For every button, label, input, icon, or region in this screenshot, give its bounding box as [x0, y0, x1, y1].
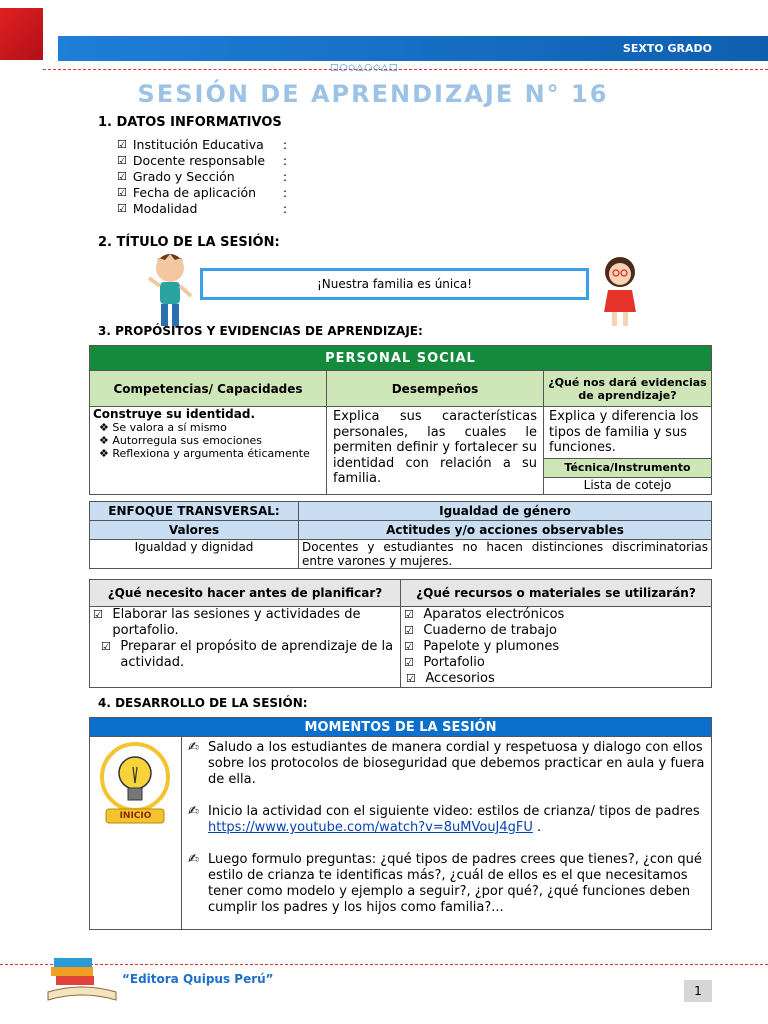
- info-list: [117, 137, 287, 217]
- info-row: ☑ Institución Educativa :: [117, 137, 288, 152]
- list-item: ☑ Portafolio: [404, 655, 485, 670]
- col-desempenos: Desempeños: [327, 371, 544, 407]
- section4-heading: 4. DESARROLLO DE LA SESIÓN:: [98, 696, 308, 710]
- desempeno-cell: Explica sus características personales, las cuales le permiten definir y fortalecer su identidad con relación a su familia.: [327, 407, 544, 495]
- momentos-table: [89, 717, 712, 930]
- checkbox-icon: ☑: [101, 640, 115, 653]
- inicio-label: INICIO: [119, 811, 152, 821]
- info-row: ☑ Grado y Sección :: [117, 169, 288, 184]
- checkbox-icon: ☑: [404, 640, 418, 653]
- checkbox-icon: ☑: [117, 170, 127, 183]
- competencias-cell: Construye su identidad. ❖ Se valora a sí mismo ❖ Autorregula sus emociones ❖ Reflexiona y argumenta éticamente: [90, 407, 327, 495]
- writing-hand-icon: ✍: [188, 740, 199, 755]
- col-competencias: Competencias/ Capacidades: [90, 371, 327, 407]
- checkbox-icon: ☑: [404, 608, 418, 621]
- boy-illustration: [145, 248, 195, 330]
- list-item: ✍ Inicio la actividad con el siguiente video: estilos de crianza/ tipos de padres https://www.youtube.com/watch?v=8uMVouJ4gFU .: [188, 804, 700, 835]
- red-corner-decoration: [0, 8, 43, 60]
- section3-heading: 3. PROPÓSITOS Y EVIDENCIAS DE APRENDIZAJE:: [98, 324, 423, 338]
- checkbox-icon: ☑: [117, 202, 127, 215]
- list-item: ☑ Aparatos electrónicos: [404, 607, 565, 622]
- page-title: SESIÓN DE APRENDIZAJE N° 16: [137, 80, 609, 108]
- section1-heading: 1. DATOS INFORMATIVOS: [98, 115, 282, 130]
- list-item: ☑ Cuaderno de trabajo: [404, 623, 557, 638]
- area-header: PERSONAL SOCIAL: [90, 346, 712, 371]
- actitud-cell: Docentes y estudiantes no hacen distinciones discriminatorias entre varones y mujeres.: [299, 540, 712, 569]
- decorative-shapes: □○◇△○◇△□: [330, 63, 399, 73]
- video-link[interactable]: https://www.youtube.com/watch?v=8uMVouJ4gFU: [208, 820, 533, 835]
- checkbox-icon: ☑: [117, 186, 127, 199]
- valor-cell: Igualdad y dignidad: [90, 540, 299, 569]
- planificar-table: [89, 579, 712, 688]
- page-number: 1: [684, 980, 712, 1002]
- section2-heading: 2. TÍTULO DE LA SESIÓN:: [98, 235, 280, 250]
- list-item: ✍ Saludo a los estudiantes de manera cordial y respetuosa y dialogo con ellos sobre los protocolos de bioseguridad que debemos practicar en aula y fuera de ella.: [188, 740, 705, 787]
- tasks-cell: [90, 607, 401, 688]
- list-item: ❖ Reflexiona y argumenta éticamente: [99, 447, 310, 460]
- writing-hand-icon: ✍: [188, 804, 199, 819]
- tecnica-value: Lista de cotejo: [544, 477, 712, 494]
- list-item: ✍ Luego formulo preguntas: ¿qué tipos de padres crees que tienes?, ¿con qué estilo de crianza te identificas más?, ¿cuál de ellos es el que necesitamos tener como modelo y ejemplo a seguir?, ¿por qué?, ¿qué funciones deben cumplir los padres y los hijos como familia?...: [188, 852, 702, 915]
- capacidades-list: [93, 421, 323, 460]
- checkbox-icon: ☑: [404, 624, 418, 637]
- tecnica-label: Técnica/Instrumento: [544, 458, 712, 477]
- proposito-table: [89, 345, 712, 495]
- checkbox-icon: ☑: [406, 672, 420, 685]
- enfoque-label: ENFOQUE TRANSVERSAL:: [90, 502, 299, 521]
- list-item: ❖ Se valora a sí mismo: [99, 421, 227, 434]
- list-item: ☑ Preparar el propósito de aprendizaje de la actividad.: [101, 639, 394, 670]
- actitudes-header: Actitudes y/o acciones observables: [299, 521, 712, 540]
- enfoque-table: [89, 501, 712, 569]
- info-row: ☑ Docente responsable :: [117, 153, 288, 168]
- inicio-content: [182, 737, 712, 930]
- list-item: ☑ Papelote y plumones: [404, 639, 560, 654]
- books-icon: [46, 952, 118, 1004]
- enfoque-value: Igualdad de género: [299, 502, 712, 521]
- checkbox-icon: ☑: [117, 154, 127, 167]
- writing-hand-icon: ✍: [188, 852, 199, 867]
- info-row: ☑ Modalidad :: [117, 201, 288, 216]
- list-item: ❖ Autorregula sus emociones: [99, 434, 262, 447]
- planificar-question: ¿Qué necesito hacer antes de planificar?: [90, 580, 401, 607]
- info-row: ☑ Fecha de aplicación :: [117, 185, 288, 200]
- col-evidencias: ¿Qué nos dará evidencias de aprendizaje?: [544, 371, 712, 407]
- girl-illustration: [596, 252, 644, 330]
- resources-cell: [401, 607, 712, 688]
- list-item: ☑ Accesorios: [406, 671, 495, 686]
- recursos-question: ¿Qué recursos o materiales se utilizarán?: [401, 580, 712, 607]
- checkbox-icon: ☑: [93, 608, 107, 621]
- valores-header: Valores: [90, 521, 299, 540]
- session-title-box: ¡Nuestra familia es única!: [200, 268, 589, 300]
- evidencia-cell: Explica y diferencia los tipos de familia y sus funciones.: [544, 407, 712, 459]
- inicio-cell: [90, 737, 182, 930]
- top-dashed-divider: [43, 69, 768, 70]
- checkbox-icon: ☑: [404, 656, 418, 669]
- list-item: ☑ Elaborar las sesiones y actividades de portafolio.: [93, 607, 361, 638]
- checkbox-icon: ☑: [117, 138, 127, 151]
- bullet-icon: ❖: [99, 447, 113, 460]
- grade-label: SEXTO GRADO: [622, 42, 712, 55]
- momentos-header: MOMENTOS DE LA SESIÓN: [90, 718, 712, 737]
- bullet-icon: ❖: [99, 421, 113, 434]
- editor-label: “Editora Quipus Perú”: [122, 972, 274, 986]
- bullet-icon: ❖: [99, 434, 113, 447]
